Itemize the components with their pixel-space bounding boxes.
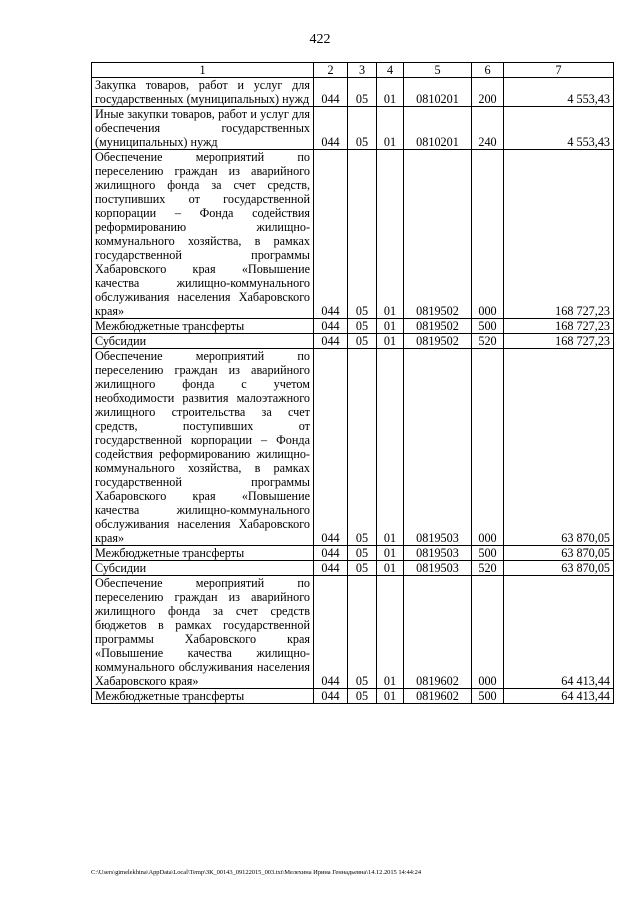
header-col-6: 6 — [472, 63, 504, 78]
subsection-cell: 01 — [377, 78, 404, 107]
section-cell: 05 — [348, 349, 377, 546]
budget-table — [91, 62, 614, 704]
section-cell: 05 — [348, 334, 377, 349]
code-cell: 044 — [314, 150, 348, 319]
table-row — [92, 107, 614, 150]
section-cell: 05 — [348, 689, 377, 704]
section-cell: 05 — [348, 546, 377, 561]
section-cell: 05 — [348, 150, 377, 319]
amount-cell: 168 727,23 — [504, 334, 614, 349]
row-name-cell: Закупка товаров, работ и услуг для государственных (муниципальных) нужд — [92, 78, 314, 107]
section-cell: 05 — [348, 319, 377, 334]
subsection-cell: 01 — [377, 319, 404, 334]
amount-cell: 63 870,05 — [504, 561, 614, 576]
table-row — [92, 561, 614, 576]
expense-type-cell: 000 — [472, 150, 504, 319]
code-cell: 044 — [314, 107, 348, 150]
header-col-5: 5 — [404, 63, 472, 78]
row-name-cell: Межбюджетные трансферты — [92, 546, 314, 561]
amount-cell: 168 727,23 — [504, 150, 614, 319]
target-article-cell: 0810201 — [404, 78, 472, 107]
subsection-cell: 01 — [377, 334, 404, 349]
code-cell: 044 — [314, 349, 348, 546]
code-cell: 044 — [314, 561, 348, 576]
row-name-cell: Субсидии — [92, 561, 314, 576]
target-article-cell: 0819502 — [404, 150, 472, 319]
row-name-cell: Межбюджетные трансферты — [92, 689, 314, 704]
table-row — [92, 349, 614, 546]
section-cell: 05 — [348, 561, 377, 576]
subsection-cell: 01 — [377, 150, 404, 319]
header-col-1: 1 — [92, 63, 314, 78]
table-row — [92, 319, 614, 334]
table-row — [92, 78, 614, 107]
subsection-cell: 01 — [377, 546, 404, 561]
code-cell: 044 — [314, 689, 348, 704]
table-header-row — [92, 63, 614, 78]
expense-type-cell: 500 — [472, 319, 504, 334]
amount-cell: 4 553,43 — [504, 78, 614, 107]
amount-cell: 64 413,44 — [504, 576, 614, 689]
expense-type-cell: 500 — [472, 689, 504, 704]
header-col-3: 3 — [348, 63, 377, 78]
subsection-cell: 01 — [377, 349, 404, 546]
header-col-4: 4 — [377, 63, 404, 78]
subsection-cell: 01 — [377, 689, 404, 704]
code-cell: 044 — [314, 334, 348, 349]
target-article-cell: 0819602 — [404, 576, 472, 689]
subsection-cell: 01 — [377, 561, 404, 576]
code-cell: 044 — [314, 576, 348, 689]
table-row — [92, 334, 614, 349]
row-name-cell: Межбюджетные трансферты — [92, 319, 314, 334]
target-article-cell: 0819602 — [404, 689, 472, 704]
row-name-cell: Иные закупки товаров, работ и услуг для обеспечения государственных (муниципальных) нужд — [92, 107, 314, 150]
amount-cell: 4 553,43 — [504, 107, 614, 150]
amount-cell: 63 870,05 — [504, 546, 614, 561]
target-article-cell: 0819503 — [404, 349, 472, 546]
row-name-cell: Обеспечение мероприятий по переселению граждан из аварийного жилищного фонда за счет средств, поступивших от государственной корпорации – Фонда содействия реформированию жилищно-коммунального хозяйства, в рамках государственной программы Хабаровского края «Повышение качества жилищно-коммунального обслуживания населения Хабаровского края» — [92, 150, 314, 319]
target-article-cell: 0819502 — [404, 319, 472, 334]
header-col-7: 7 — [504, 63, 614, 78]
expense-type-cell: 000 — [472, 349, 504, 546]
section-cell: 05 — [348, 78, 377, 107]
subsection-cell: 01 — [377, 107, 404, 150]
file-path-footer: C:\Users\gimelekhina\AppData\Local\Temp\ЗК_00143_09122015_003.txt\Мелехина Ирина Геннадьевна\14.12.2015 14:44:24 — [91, 869, 422, 876]
expense-type-cell: 500 — [472, 546, 504, 561]
table-row — [92, 546, 614, 561]
target-article-cell: 0819502 — [404, 334, 472, 349]
code-cell: 044 — [314, 78, 348, 107]
section-cell: 05 — [348, 576, 377, 689]
code-cell: 044 — [314, 546, 348, 561]
code-cell: 044 — [314, 319, 348, 334]
table-row — [92, 689, 614, 704]
table-row — [92, 150, 614, 319]
target-article-cell: 0810201 — [404, 107, 472, 150]
header-col-2: 2 — [314, 63, 348, 78]
expense-type-cell: 200 — [472, 78, 504, 107]
row-name-cell: Субсидии — [92, 334, 314, 349]
row-name-cell: Обеспечение мероприятий по переселению граждан из аварийного жилищного фонда с учетом необходимости развития малоэтажного жилищного строительства за счет средств, поступивших от государственной корпорации – Фонда содействия реформированию жилищно-коммунального хозяйства, в рамках государственной программы Хабаровского края «Повышение качества жилищно-коммунального обслуживания населения Хабаровского края» — [92, 349, 314, 546]
expense-type-cell: 000 — [472, 576, 504, 689]
row-name-cell: Обеспечение мероприятий по переселению граждан из аварийного жилищного фонда за счет средств бюджетов в рамках государственной программы Хабаровского края «Повышение качества жилищно-коммунального обслуживания населения Хабаровского края» — [92, 576, 314, 689]
expense-type-cell: 520 — [472, 561, 504, 576]
expense-type-cell: 240 — [472, 107, 504, 150]
expense-type-cell: 520 — [472, 334, 504, 349]
amount-cell: 63 870,05 — [504, 349, 614, 546]
target-article-cell: 0819503 — [404, 561, 472, 576]
subsection-cell: 01 — [377, 576, 404, 689]
page-number: 422 — [309, 32, 331, 47]
target-article-cell: 0819503 — [404, 546, 472, 561]
amount-cell: 64 413,44 — [504, 689, 614, 704]
amount-cell: 168 727,23 — [504, 319, 614, 334]
table-row — [92, 576, 614, 689]
section-cell: 05 — [348, 107, 377, 150]
